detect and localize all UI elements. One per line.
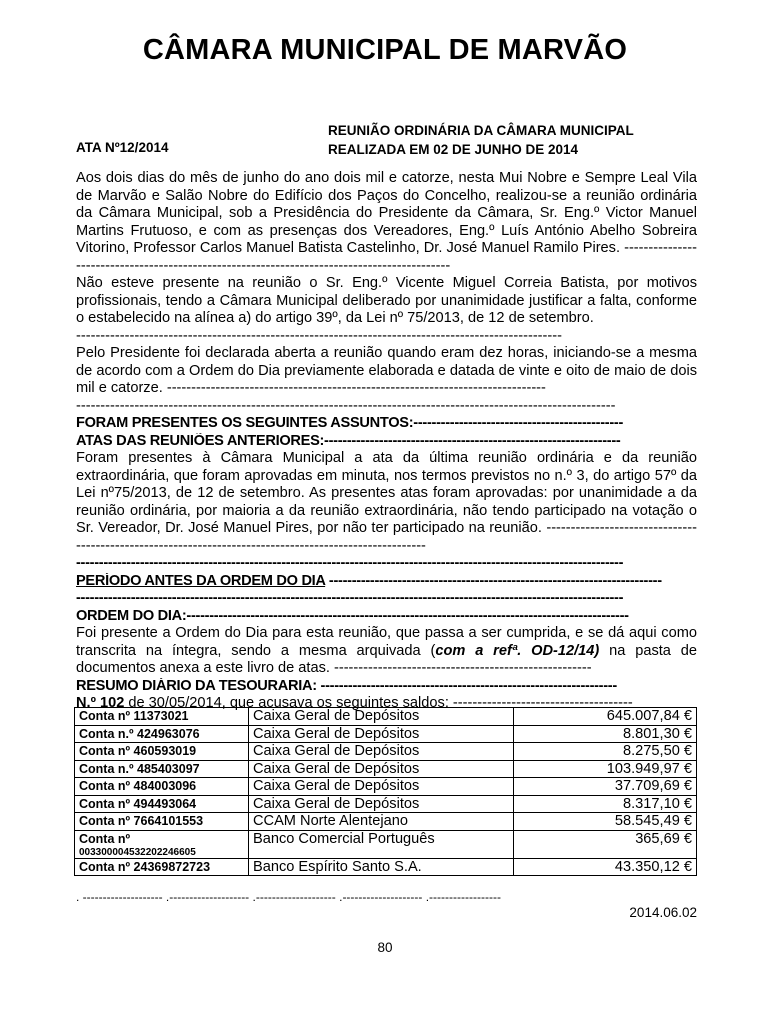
balances-number: N.º 102 (76, 695, 125, 711)
treasury-heading: RESUMO DIÁRIO DA TESOURARIA: ----------------------------------------------------------------- (76, 677, 617, 694)
balance-amount: 43.350,12 € (514, 858, 697, 876)
account-balances-table (74, 707, 697, 876)
meeting-line-2: REALIZADA EM 02 DE JUNHO DE 2014 (328, 142, 579, 157)
account-number: Conta nº 494493064 (75, 795, 249, 813)
balance-amount: 645.007,84 € (514, 708, 697, 726)
account-number: Conta nº 460593019 (75, 743, 249, 761)
balance-amount: 37.709,69 € (514, 778, 697, 796)
agenda-text-2: na pasta de documentos anexa a este livro de atas. ----------------------------------------------------- (76, 642, 697, 676)
opening-paragraph: Aos dois dias do mês de junho do ano dois mil e catorze, nesta Mui Nobre e Sempre Leal Vila de Marvão e Salão Nobre do Edifício dos Paços do Concelho, realizou-se a reunião ordinária da Câmara Municipal, sob a Presidência do Presidente da Câmara, Sr. Eng.º Victor Manuel Martins Frutuoso, e com as presenças dos Vereadores, Eng.º Luís António Abelho Sobreira Vitorino, Professor Carlos Manuel Batista Castelinho, Dr. José Manuel Ramilo Pires. -------------------------------------------------------------------------------------------- (76, 170, 697, 274)
table-row (75, 778, 697, 796)
document-title: CÂMARA MUNICIPAL DE MARVÃO (142, 34, 628, 66)
table-row (75, 743, 697, 761)
bank-name: Caixa Geral de Depósitos (249, 760, 514, 778)
separator-line: ------------------------------------------------------------------------------------------------------------------------ (76, 590, 624, 606)
balances-text: de 30/05/2014, que acusava os seguintes saldos: ------------------------------------- (124, 695, 633, 711)
balance-amount: 8.317,10 € (514, 795, 697, 813)
account-number: Conta n.º 485403097 (75, 760, 249, 778)
minutes-body (76, 170, 697, 713)
table-row (75, 760, 697, 778)
agenda-text-1: Foi presente a Ordem do Dia para esta reunião, que passa a ser cumprida, e se dá aqui como transcrita na íntegra, sendo a mesma arquivada ( (76, 625, 697, 659)
previous-minutes-heading: ATAS DAS REUNIÕES ANTERIORES:----------------------------------------------------------------- (76, 432, 621, 449)
table-row (75, 830, 697, 858)
table-row (75, 795, 697, 813)
bank-name: Banco Espírito Santo S.A. (249, 858, 514, 876)
table-row (75, 813, 697, 831)
subjects-heading: FORAM PRESENTES OS SEGUINTES ASSUNTOS:---------------------------------------------- (76, 415, 624, 431)
separator-line: --------------------------------------------------------------------------------------------------------------- (76, 397, 616, 414)
ata-number: ATA Nº12/2014 (76, 140, 169, 155)
account-number-digits: 003300004532202246605 (79, 846, 196, 858)
document-date: 2014.06.02 (629, 905, 697, 920)
balance-amount: 103.949,97 € (514, 760, 697, 778)
agenda-heading: ORDEM DO DIA:------------------------------------------------------------------------------------------------- (76, 607, 629, 624)
bank-name: Caixa Geral de Depósitos (249, 795, 514, 813)
balance-amount: 8.801,30 € (514, 725, 697, 743)
balance-amount: 8.275,50 € (514, 743, 697, 761)
agenda-paragraph (76, 625, 697, 678)
page-number: 80 (377, 940, 393, 955)
session-opening-paragraph: Pelo Presidente foi declarada aberta a reunião quando eram dez horas, iniciando-se a mesma de acordo com a Ordem do Dia previamente elaborada e datada de vinte e oito de maio de dois mil e catorze. ------------------------------------------------------------------------------ (76, 345, 697, 396)
bank-name: Caixa Geral de Depósitos (249, 778, 514, 796)
bank-name: Caixa Geral de Depósitos (249, 725, 514, 743)
absence-paragraph: Não esteve presente na reunião o Sr. Eng.º Vicente Miguel Correia Batista, por motivos profissionais, tendo a Câmara Municipal deliberado por unanimidade justificar a falta, conforme o estabelecido na alínea a) do artigo 39º, da Lei nº 75/2013, de 12 de setembro. (76, 275, 697, 326)
account-number: Conta nº 484003096 (75, 778, 249, 796)
account-number-label: Conta nº (79, 831, 131, 846)
account-number: Conta nº 11373021 (75, 708, 249, 726)
bank-name: Caixa Geral de Depósitos (249, 708, 514, 726)
meeting-line-1: REUNIÃO ORDINÁRIA DA CÂMARA MUNICIPAL (328, 123, 634, 138)
separator-line: ---------------------------------------------------------------------------------------------------- (76, 327, 562, 344)
table-row (75, 725, 697, 743)
previous-minutes-paragraph: Foram presentes à Câmara Municipal a ata da última reunião ordinária e da reunião extraordinária, que foram aprovadas em minuta, nos termos previstos no n.º 3, do artigo 57º da Lei nº75/2013, de 12 de setembro. As presentes atas foram aprovadas: por unanimidade a da reunião ordinária, por maioria a da reunião extraordinária, não tendo participado na votação o Sr. Vereador, Dr. José Manuel Pires, por não ter participado na reunião. ------------------------------------------------------------------------------------------------------- (76, 450, 697, 554)
bank-name: CCAM Norte Alentejano (249, 813, 514, 831)
pre-agenda-dashes: ------------------------------------------------------------------------- (325, 572, 662, 589)
balance-amount: 58.545,49 € (514, 813, 697, 831)
signature-lines: . -------------------- .-------------------- .-------------------- .-------------------- .------------------ (76, 890, 501, 904)
table-row (75, 858, 697, 876)
agenda-reference: com a refª. OD-12/14) (435, 642, 600, 659)
table-row (75, 708, 697, 726)
pre-agenda-heading (76, 573, 697, 591)
bank-name: Caixa Geral de Depósitos (249, 743, 514, 761)
account-number (75, 830, 249, 858)
pre-agenda-label: PERÍODO ANTES DA ORDEM DO DIA (76, 572, 326, 589)
separator-line: ------------------------------------------------------------------------------------------------------------------------ (76, 555, 624, 571)
balance-amount: 365,69 € (514, 830, 697, 858)
account-number: Conta nº 7664101553 (75, 813, 249, 831)
bank-name: Banco Comercial Português (249, 830, 514, 858)
meeting-heading (328, 121, 634, 159)
account-number: Conta n.º 424963076 (75, 725, 249, 743)
account-number: Conta nº 24369872723 (75, 858, 249, 876)
